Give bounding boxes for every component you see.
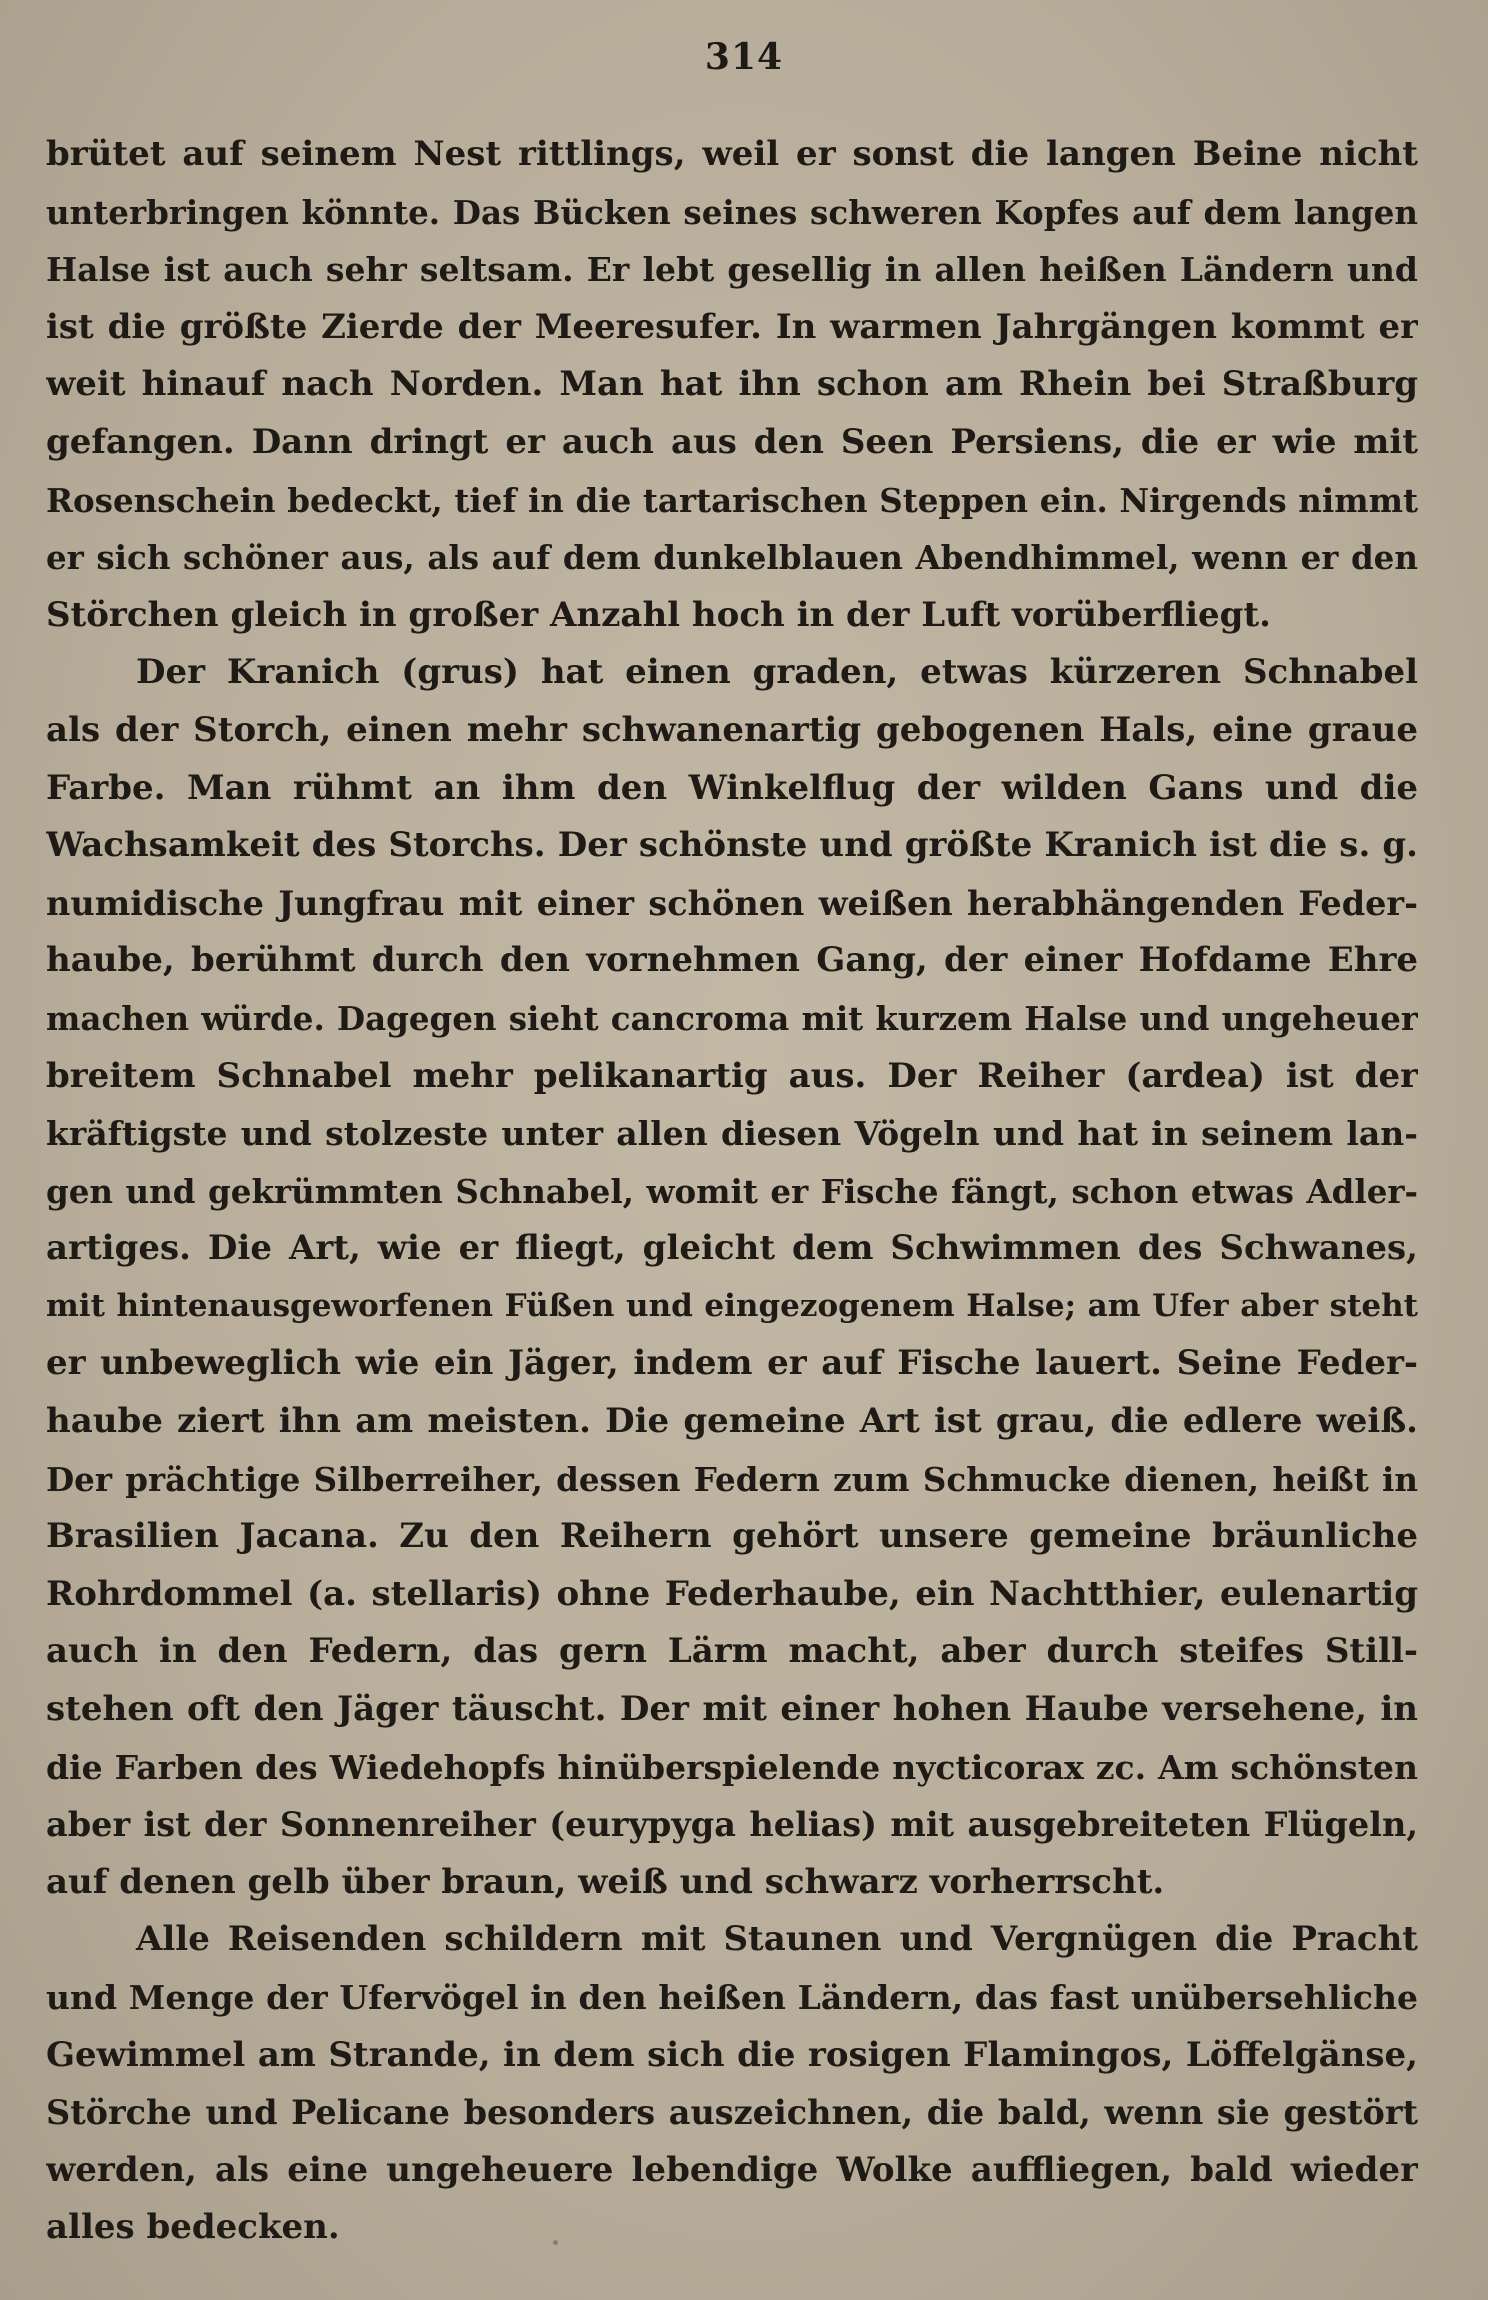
text-line: und Menge der Ufervögel in den heißen Ländern, das fast unübersehliche <box>46 1978 1418 2017</box>
paper-speck <box>553 2240 558 2245</box>
text-line: gefangen. Dann dringt er auch aus den Seen Persiens, die er wie mit <box>46 421 1418 462</box>
paragraph <box>46 126 1418 644</box>
text-line: Brasilien Jacana. Zu den Reihern gehört unsere gemeine bräunliche <box>46 1516 1418 1557</box>
text-line: mit hintenausgeworfenen Füßen und eingezogenem Halse; am Ufer aber steht <box>46 1287 1418 1324</box>
text-line: auch in den Federn, das gern Lärm macht, aber durch steifes Still- <box>46 1631 1418 1672</box>
paragraph <box>46 1911 1418 2257</box>
text-line: Störchen gleich in großer Anzahl hoch in der Luft vorüberfliegt. <box>46 594 1271 635</box>
text-line: Rohrdommel (a. stellaris) ohne Federhaube, ein Nachtthier, eulenartig <box>46 1573 1418 1614</box>
page-number: 314 <box>704 36 784 78</box>
text-line: Störche und Pelicane besonders auszeichnen, die bald, wenn sie gestört <box>46 2093 1418 2133</box>
text-line: Rosenschein bedeckt, tief in die tartarischen Steppen ein. Nirgends nimmt <box>46 480 1418 520</box>
text-line: Wachsamkeit des Storchs. Der schönste und größte Kranich ist die s. g. <box>46 825 1418 866</box>
text-line: Farbe. Man rühmt an ihm den Winkelflug der wilden Gans und die <box>46 767 1418 808</box>
text-line: unterbringen könnte. Das Bücken seines schweren Kopfes auf dem langen <box>46 192 1418 232</box>
text-line: breitem Schnabel mehr pelikanartig aus. Der Reiher (ardea) ist der <box>46 1055 1418 1096</box>
text-line: aber ist der Sonnenreiher (eurypyga helias) mit ausgebreiteten Flügeln, <box>46 1805 1418 1845</box>
text-line: werden, als eine ungeheuere lebendige Wolke auffliegen, bald wieder <box>46 2149 1418 2190</box>
text-line: ist die größte Zierde der Meeresufer. In warmen Jahrgängen kommt er <box>46 306 1418 347</box>
text-line: machen würde. Dagegen sieht cancroma mit kurzem Halse und ungeheuer <box>46 998 1418 1038</box>
text-line: Halse ist auch sehr seltsam. Er lebt gesellig in allen heißen Ländern und <box>46 250 1418 290</box>
text-line: die Farben des Wiedehopfs hinüberspielende nycticorax zc. Am schönsten <box>46 1747 1418 1787</box>
text-line: auf denen gelb über braun, weiß und schwarz vorherrscht. <box>46 1861 1165 1902</box>
paragraph <box>46 644 1418 1911</box>
text-line: weit hinauf nach Norden. Man hat ihn schon am Rhein bei Straßburg <box>46 364 1418 405</box>
text-line: stehen oft den Jäger täuscht. Der mit einer hohen Haube versehene, in <box>46 1689 1418 1730</box>
body-text <box>46 126 1418 2257</box>
text-line: artiges. Die Art, wie er fliegt, gleicht dem Schwimmen des Schwanes, <box>46 1228 1418 1269</box>
text-line: kräftigste und stolzeste unter allen diesen Vögeln und hat in seinem lan- <box>46 1114 1418 1154</box>
text-line: Der Kranich (grus) hat einen graden, etwas kürzeren Schnabel <box>136 652 1418 693</box>
text-line: brütet auf seinem Nest rittlings, weil er sonst die langen Beine nicht <box>46 134 1418 174</box>
text-line: alles bedecken. <box>46 2207 340 2248</box>
text-line: haube, berühmt durch den vornehmen Gang, der einer Hofdame Ehre <box>46 940 1418 981</box>
text-line: er sich schöner aus, als auf dem dunkelblauen Abendhimmel, wenn er den <box>46 538 1418 578</box>
text-line: er unbeweglich wie ein Jäger, indem er auf Fische lauert. Seine Feder- <box>46 1343 1418 1384</box>
text-line: als der Storch, einen mehr schwanenartig gebogenen Hals, eine graue <box>46 709 1418 750</box>
text-line: Alle Reisenden schildern mit Staunen und Vergnügen die Pracht <box>136 1919 1418 1960</box>
text-line: Der prächtige Silberreiher, dessen Federn zum Schmucke dienen, heißt in <box>46 1459 1418 1499</box>
text-line: gen und gekrümmten Schnabel, womit er Fische fängt, schon etwas Adler- <box>46 1171 1418 1211</box>
text-line: numidische Jungfrau mit einer schönen weißen herabhängenden Feder- <box>46 883 1418 923</box>
text-line: Gewimmel am Strande, in dem sich die rosigen Flamingos, Löffelgänse, <box>46 2034 1418 2075</box>
text-line: haube ziert ihn am meisten. Die gemeine Art ist grau, die edlere weiß. <box>46 1401 1418 1442</box>
